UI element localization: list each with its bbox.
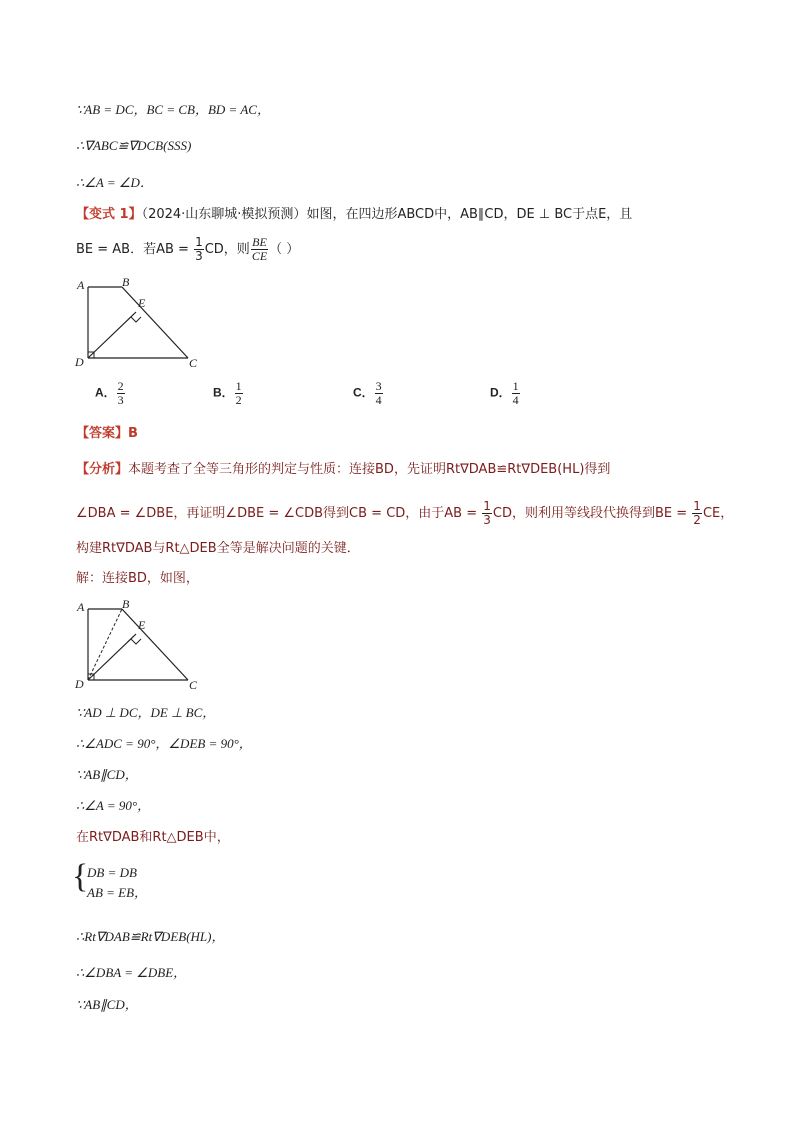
system-eq-1: DB = DB [87, 865, 137, 880]
analysis-label: 【分析】 [76, 462, 129, 477]
label-A: A [77, 278, 85, 292]
question-text-2a: BE = AB．若AB = [76, 242, 194, 257]
question-text-2b: CD，则 [204, 242, 250, 257]
question-line-2 [76, 236, 299, 263]
fraction-be-ce: $\frac{BE}{CE}$ [251, 235, 268, 263]
question-text-1: 如图，在四边形ABCD中，AB∥CD，DE ⊥ BC于点E，且 [306, 207, 633, 222]
quadrilateral-figure-1 [70, 276, 210, 372]
label-A: A [77, 600, 85, 614]
question-line-1 [76, 206, 632, 224]
system-eq-2: AB = EB， [87, 885, 148, 900]
question-source: （2024·山东聊城·模拟预测） [141, 207, 307, 222]
solution-step-1: ∵AD ⊥ DC，DE ⊥ BC， [76, 705, 216, 720]
label-E: E [138, 618, 146, 632]
solution-step-3: ∵AB∥CD， [76, 767, 138, 782]
answer-line [76, 425, 138, 443]
option-b[interactable]: B． $\frac{1}{2}$ [213, 379, 242, 407]
solution-step-2: ∴∠ADC = 90°，∠DEB = 90°， [76, 736, 252, 751]
label-B: B [122, 598, 130, 611]
question-tag: 【变式 1】 [76, 207, 142, 222]
analysis-line-3: 构建Rt∇DAB与Rt△DEB全等是解决问题的关键． [76, 541, 360, 556]
answer-value: B [128, 426, 138, 441]
option-c[interactable]: C． $\frac{3}{4}$ [353, 379, 382, 407]
analysis-line-2: ∠DBA = ∠DBE，再证明∠DBE = ∠CDB得到CB = CD，由于AB = $\frac{1}{3}$ CD，则利用等线段代换得到BE = $\frac{1}{2}$ CE， [76, 499, 734, 527]
proof-line-1: ∵AB = DC，BC = CB，BD = AC， [76, 102, 270, 117]
label-E: E [138, 296, 146, 310]
analysis-text-1: 本题考查了全等三角形的判定与性质：连接BD，先证明Rt∇DAB≌Rt∇DEB(HL)得到 [128, 462, 611, 477]
proof-line-2: ∴∇ABC≌∇DCB(SSS) [76, 138, 192, 153]
label-D: D [75, 355, 84, 369]
solution-step-5: 在Rt∇DAB和Rt△DEB中， [76, 830, 230, 845]
analysis-line-1 [76, 461, 610, 479]
solution-step-7: ∴∠DBA = ∠DBE， [76, 965, 187, 980]
solution-step-6: ∴Rt∇DAB≌Rt∇DEB(HL)， [76, 929, 225, 944]
proof-line-3: ∴∠A = ∠D． [76, 175, 153, 190]
fraction-analysis-1: $\frac{1}{3}$ [483, 499, 491, 527]
solution-step-4: ∴∠A = 90°， [76, 798, 151, 813]
fraction-analysis-2: $\frac{1}{2}$ [693, 499, 701, 527]
quadrilateral-figure-2 [70, 598, 210, 694]
option-d[interactable]: D． $\frac{1}{4}$ [490, 379, 519, 407]
solution-intro: 解：连接BD，如图， [76, 571, 199, 586]
option-a[interactable]: A． $\frac{2}{3}$ [95, 379, 124, 407]
question-blank: （ ） [269, 242, 300, 257]
label-C: C [189, 678, 198, 692]
fraction-one-third: $\frac{1}{3}$ [195, 235, 203, 263]
label-B: B [122, 276, 130, 289]
label-D: D [75, 677, 84, 691]
label-C: C [189, 356, 198, 370]
solution-step-8: ∵AB∥CD， [76, 997, 138, 1012]
answer-label: 【答案】 [76, 426, 129, 441]
system-brace: { [72, 858, 89, 895]
